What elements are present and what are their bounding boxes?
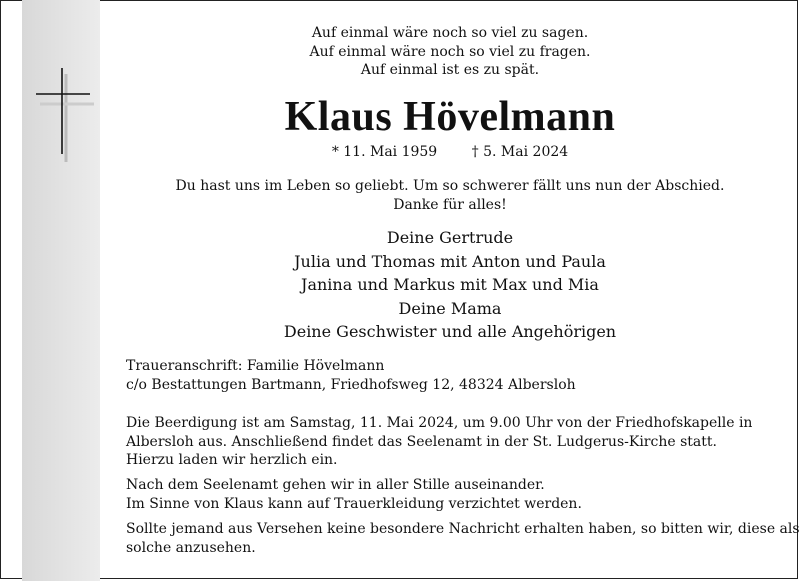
cross-icon [34, 66, 96, 166]
address-line: Traueranschrift: Familie Hövelmann [126, 358, 385, 374]
notice-line: Sollte jemand aus Versehen keine besondere Nachricht erhalten haben, so bitten wir, diese als [126, 521, 800, 537]
notice-text [126, 520, 800, 557]
poem-line: Auf einmal wäre noch so viel zu fragen. [309, 43, 591, 60]
quiet-parting [126, 476, 776, 513]
poem-line: Auf einmal ist es zu spät. [360, 62, 540, 78]
death-date: † 5. Mai 2024 [471, 144, 569, 160]
funeral-line: Hierzu laden wir herzlich ein. [126, 452, 338, 468]
family-list [100, 226, 800, 344]
quiet-line: Im Sinne von Klaus kann auf Trauerkleidung verzichtet werden. [126, 495, 582, 512]
deceased-name: Klaus Hövelmann [284, 94, 616, 140]
mourning-address [126, 357, 776, 394]
poem-line: Auf einmal wäre noch so viel zu sagen. [311, 25, 589, 41]
funeral-line: Albersloh aus. Anschließend findet das Seelenamt in der St. Ludgerus-Kirche statt. [126, 433, 717, 450]
farewell-text [100, 177, 800, 214]
poem [100, 24, 800, 80]
notice-line: solche anzusehen. [126, 539, 256, 556]
family-member: Deine Geschwister und alle Angehörigen [283, 322, 617, 341]
address-line: c/o Bestattungen Bartmann, Friedhofsweg 12, 48324 Albersloh [126, 376, 576, 393]
birth-date: * 11. Mai 1959 [331, 144, 438, 160]
family-member: Janina und Markus mit Max und Mia [301, 275, 599, 294]
life-dates [100, 143, 800, 161]
family-member: Julia und Thomas mit Anton und Paula [294, 251, 606, 271]
farewell-line: Danke für alles! [393, 196, 507, 213]
quiet-line: Nach dem Seelenamt gehen wir in aller Stille auseinander. [126, 477, 545, 493]
family-member: Deine Mama [398, 298, 502, 318]
farewell-line: Du hast uns im Leben so geliebt. Um so schwerer fällt uns nun der Abschied. [175, 178, 725, 194]
funeral-info [126, 414, 776, 470]
funeral-line: Die Beerdigung ist am Samstag, 11. Mai 2024, um 9.00 Uhr von der Friedhofskapelle in [126, 415, 753, 431]
family-member: Deine Gertrude [386, 228, 514, 247]
